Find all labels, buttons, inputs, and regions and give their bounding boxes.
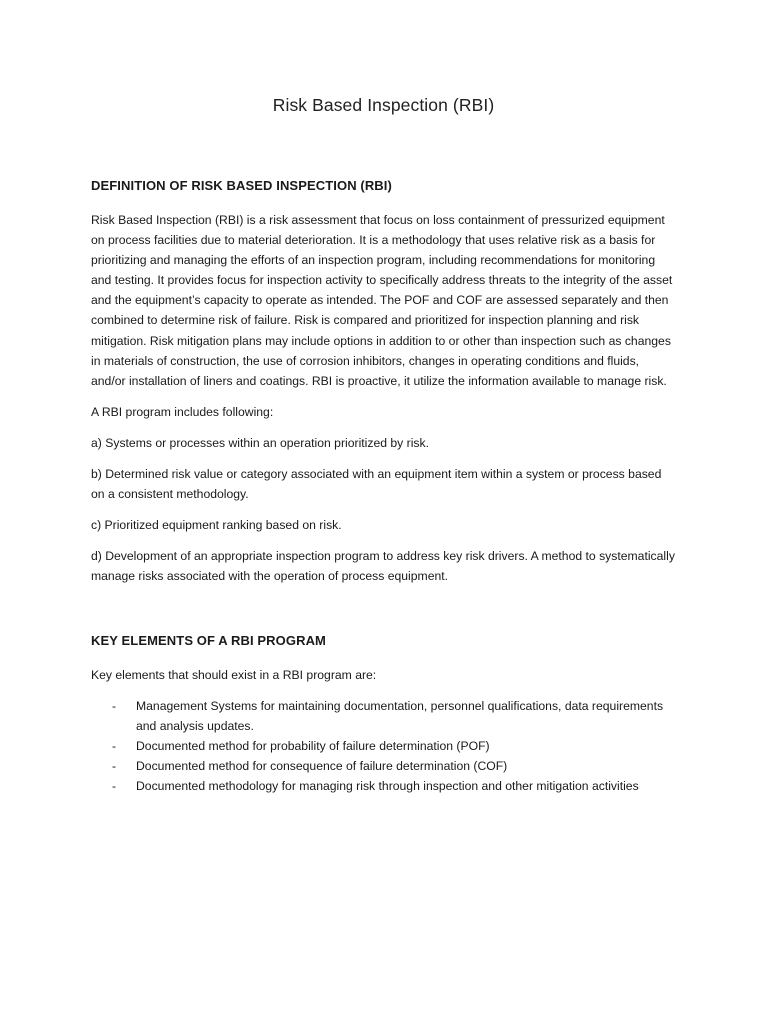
section-heading-key-elements: KEY ELEMENTS OF A RBI PROGRAM (91, 632, 326, 648)
program-item-b: b) Determined risk value or category associated with an equipment item within a system or process based on a consistent methodology. (91, 467, 662, 502)
list-item (91, 696, 676, 736)
program-intro-paragraph: A RBI program includes following: (91, 404, 274, 419)
list-item (91, 756, 676, 776)
list-bullet: - (112, 738, 117, 753)
key-elements-list (91, 696, 676, 796)
program-item-c: c) Prioritized equipment ranking based on risk. (91, 518, 342, 533)
list-item-text: Documented method for consequence of failure determination (COF) (136, 758, 508, 773)
program-item-d: d) Development of an appropriate inspection program to address key risk drivers. A method to systematically manage risks associated with the operation of process equipment. (91, 549, 675, 584)
list-bullet: - (112, 778, 117, 793)
list-bullet: - (112, 758, 117, 773)
list-item-text: Management Systems for maintaining documentation, personnel qualifications, data requirements and analysis updates. (136, 698, 664, 733)
program-item-a: a) Systems or processes within an operation prioritized by risk. (91, 435, 430, 450)
definition-paragraph: Risk Based Inspection (RBI) is a risk assessment that focus on loss containment of pressurized equipment on process facilities due to material deterioration. It is a methodology that uses relative risk as a basis for prioritizing and managing the efforts of an inspection program, including recommendations for monitoring and testing. It provides focus for inspection activity to specifically address threats to the integrity of the asset and the equipment’s capacity to operate as intended. The POF and COF are assessed separately and then combined to determine risk of failure. Risk is compared and prioritized for inspection planning and risk mitigation. Risk mitigation plans may include options in addition to or other than inspection such as changes in materials of construction, the use of corrosion inhibitors, changes in operating conditions and fluids, and/or installation of liners and coatings. RBI is proactive, it utilize the information available to manage risk. (91, 213, 673, 388)
document-title: Risk Based Inspection (RBI) (272, 95, 495, 115)
list-item (91, 776, 676, 796)
section-heading-definition: DEFINITION OF RISK BASED INSPECTION (RBI) (91, 178, 392, 193)
list-item-text: Documented methodology for managing risk through inspection and other mitigation activities (136, 778, 639, 793)
list-item (91, 736, 676, 756)
list-item-text: Documented method for probability of failure determination (POF) (136, 738, 490, 753)
key-elements-intro: Key elements that should exist in a RBI program are: (91, 667, 377, 682)
list-bullet: - (112, 698, 117, 713)
